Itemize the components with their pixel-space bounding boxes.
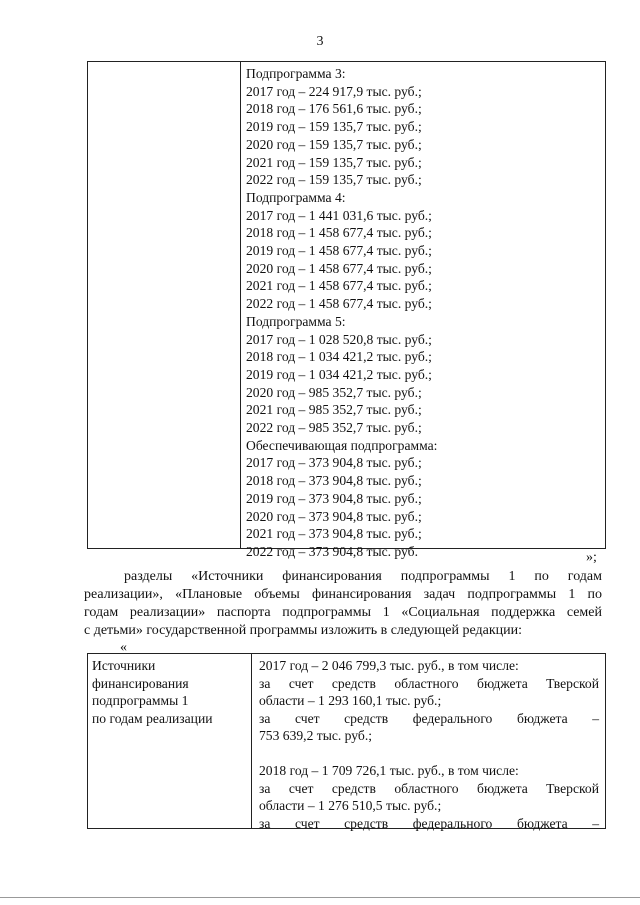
closing-quote: »; <box>586 550 597 565</box>
table-line: 2019 год – 1 034 421,2 тыс. руб.; <box>246 366 432 382</box>
opening-quote: « <box>120 640 127 655</box>
table-value-cell <box>246 65 437 561</box>
table-line: 2018 год – 1 458 677,4 тыс. руб.; <box>246 225 432 241</box>
table-line: 2019 год – 373 904,8 тыс. руб.; <box>246 490 422 506</box>
table-line: 2020 год – 373 904,8 тыс. руб.; <box>246 508 422 524</box>
table-column-divider <box>251 654 252 828</box>
amendment-paragraph <box>84 568 602 640</box>
regional-budget-amount: области – 1 276 510,5 тыс. руб.; <box>259 798 442 813</box>
table-line: Подпрограмма 4: <box>246 189 346 205</box>
label-line: финансирования <box>92 675 189 691</box>
label-line: Источники <box>92 658 156 673</box>
regional-budget-line: за счет средств областного бюджета Тверской <box>259 675 599 691</box>
page-number: 3 <box>316 34 324 49</box>
federal-budget-amount: 753 639,2 тыс. руб.; <box>259 728 373 743</box>
paragraph-line: разделы «Источники финансирования подпрограммы 1 по годам <box>124 569 602 584</box>
table-line: 2017 год – 1 441 031,6 тыс. руб.; <box>246 207 432 223</box>
table-line: Подпрограмма 5: <box>246 313 346 329</box>
paragraph-line: с детьми» государственной программы изложить в следующей редакции: <box>84 623 523 638</box>
table-line: 2022 год – 1 458 677,4 тыс. руб.; <box>246 296 432 312</box>
table-line: 2019 год – 1 458 677,4 тыс. руб.; <box>246 243 432 259</box>
table-line: 2021 год – 373 904,8 тыс. руб.; <box>246 526 422 542</box>
table-line: 2022 год – 985 352,7 тыс. руб.; <box>246 420 422 436</box>
funding-table-continued <box>87 61 606 559</box>
table-line: 2018 год – 176 561,6 тыс. руб.; <box>246 101 422 117</box>
label-line: по годам реализации <box>92 710 213 726</box>
funding-sources-table <box>87 653 606 829</box>
page-bottom-rule <box>0 897 640 898</box>
table-column-divider <box>240 62 241 548</box>
federal-budget-line: за счет средств федерального бюджета – <box>259 710 599 726</box>
table-line: 2019 год – 159 135,7 тыс. руб.; <box>246 119 422 135</box>
regional-budget-amount: области – 1 293 160,1 тыс. руб.; <box>259 693 442 708</box>
table-line: 2020 год – 1 458 677,4 тыс. руб.; <box>246 260 432 276</box>
paragraph-line: годам реализации» паспорта подпрограммы 1 «Социальная поддержка семей <box>84 605 602 620</box>
table-label-cell <box>92 657 213 727</box>
year-total-2017: 2017 год – 2 046 799,3 тыс. руб., в том числе: <box>259 658 519 673</box>
table-line: Подпрограмма 3: <box>246 66 346 81</box>
regional-budget-line: за счет средств областного бюджета Тверской <box>259 780 599 796</box>
spacer <box>259 745 599 763</box>
table-line: Обеспечивающая подпрограмма: <box>246 437 438 453</box>
table-line: 2018 год – 1 034 421,2 тыс. руб.; <box>246 349 432 365</box>
table-line: 2018 год – 373 904,8 тыс. руб.; <box>246 473 422 489</box>
table-line: 2017 год – 1 028 520,8 тыс. руб.; <box>246 331 432 347</box>
year-total-2018: 2018 год – 1 709 726,1 тыс. руб., в том числе: <box>259 763 519 778</box>
label-line: подпрограммы 1 <box>92 693 189 708</box>
table-line: 2022 год – 373 904,8 тыс. руб. <box>246 543 418 559</box>
table-value-cell <box>259 657 599 832</box>
federal-budget-line: за счет средств федерального бюджета – <box>259 815 599 831</box>
table-line: 2022 год – 159 135,7 тыс. руб.; <box>246 172 422 188</box>
table-line: 2021 год – 1 458 677,4 тыс. руб.; <box>246 278 432 294</box>
table-line: 2020 год – 985 352,7 тыс. руб.; <box>246 384 422 400</box>
paragraph-line: реализации», «Плановые объемы финансирования задач подпрограммы 1 по <box>84 587 602 602</box>
table-line: 2021 год – 985 352,7 тыс. руб.; <box>246 402 422 418</box>
table-line: 2020 год – 159 135,7 тыс. руб.; <box>246 136 422 152</box>
table-line: 2017 год – 224 917,9 тыс. руб.; <box>246 83 422 99</box>
table-line: 2017 год – 373 904,8 тыс. руб.; <box>246 455 422 471</box>
table-line: 2021 год – 159 135,7 тыс. руб.; <box>246 154 422 170</box>
